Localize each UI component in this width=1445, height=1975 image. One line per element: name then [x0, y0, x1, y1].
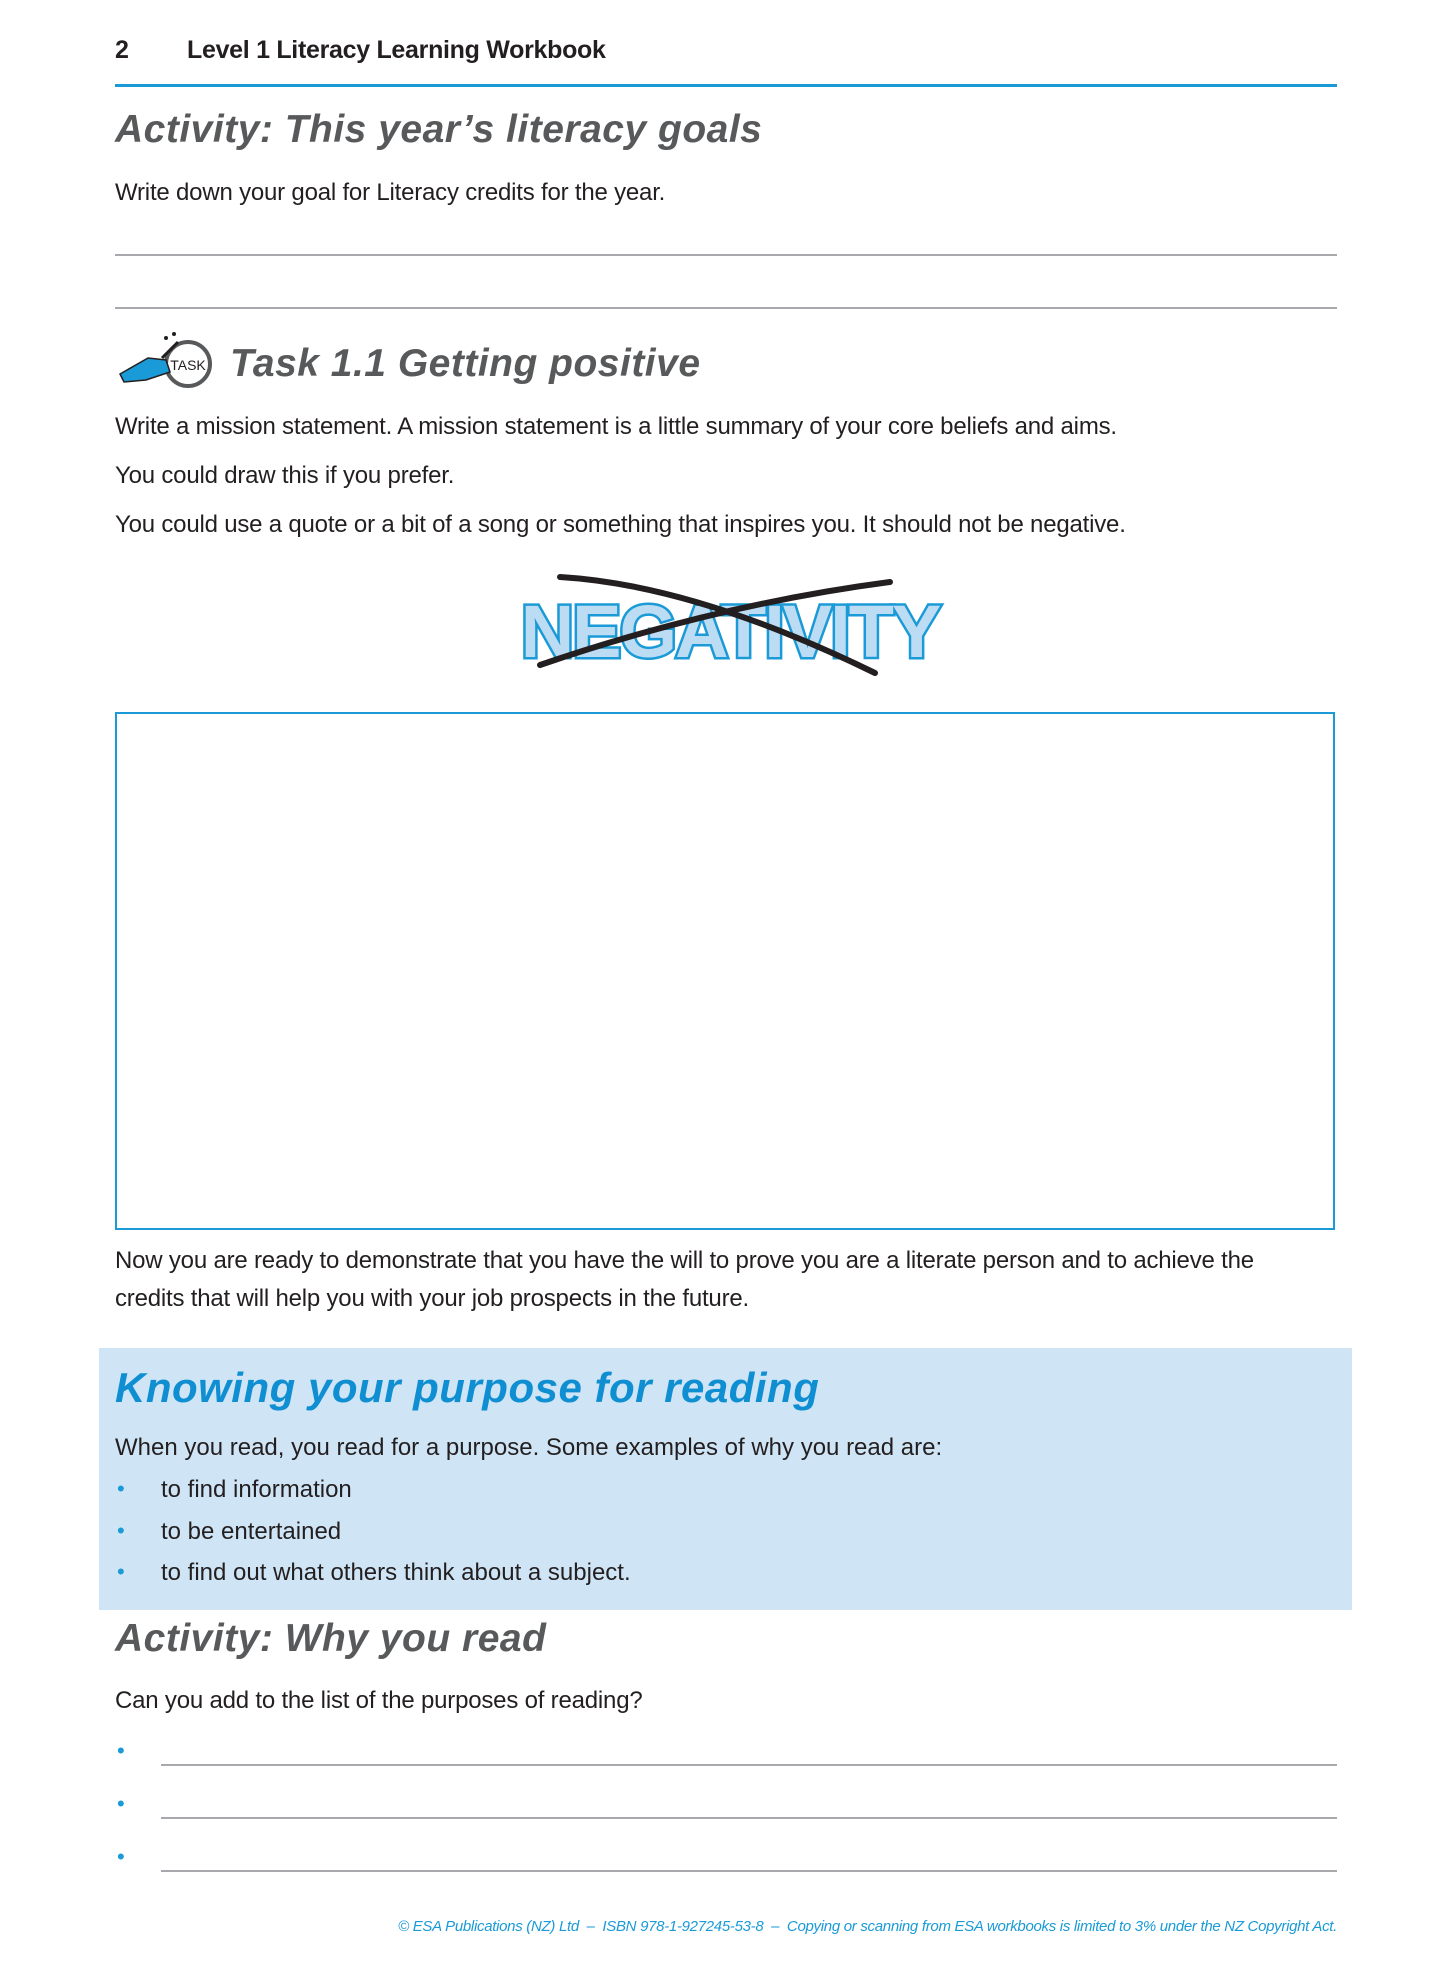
- task-line-2: You could draw this if you prefer.: [115, 462, 455, 489]
- activity-why-heading: Activity: Why you read: [115, 1617, 547, 1660]
- closing-text-2: credits that will help you with your job prospects in the future.: [115, 1285, 749, 1312]
- purpose-item: to find information: [161, 1476, 352, 1503]
- answer-line[interactable]: [161, 1817, 1337, 1819]
- task-line-3: You could use a quote or a bit of a song or something that inspires you. It should not be negative.: [115, 511, 1126, 538]
- bullet-icon: •: [117, 1476, 125, 1501]
- bullet-icon: •: [117, 1518, 125, 1543]
- task-icon: [118, 330, 218, 390]
- activity-goals-heading: Activity: This year’s literacy goals: [115, 108, 763, 151]
- closing-text-1: Now you are ready to demonstrate that you have the will to prove you are a literate person and to achieve the: [115, 1247, 1254, 1274]
- purpose-heading: Knowing your purpose for reading: [115, 1364, 820, 1411]
- negativity-word: NEGATIVITY: [520, 590, 940, 673]
- page-number: 2: [115, 36, 129, 64]
- goals-instruction: Write down your goal for Literacy credits for the year.: [115, 179, 666, 206]
- header-rule: [115, 84, 1337, 87]
- mission-statement-box[interactable]: [115, 712, 1335, 1230]
- purpose-panel: [99, 1348, 1352, 1610]
- bullet-icon: •: [117, 1738, 125, 1763]
- task-heading: Task 1.1 Getting positive: [230, 342, 701, 385]
- bullet-icon: •: [117, 1791, 125, 1816]
- book-title: Level 1 Literacy Learning Workbook: [187, 36, 606, 64]
- task-icon-label: TASK: [170, 357, 206, 373]
- task-line-1: Write a mission statement. A mission statement is a little summary of your core beliefs and aims.: [115, 413, 1117, 440]
- answer-line[interactable]: [161, 1764, 1337, 1766]
- bullet-icon: •: [117, 1844, 125, 1869]
- copyright-footer: © ESA Publications (NZ) Ltd – ISBN 978-1-927245-53-8 – Copying or scanning from ESA workbooks is limited to 3% under the NZ Copyright Act.: [398, 1918, 1337, 1935]
- running-header: [115, 36, 606, 65]
- answer-line[interactable]: [161, 1870, 1337, 1872]
- purpose-intro: When you read, you read for a purpose. Some examples of why you read are:: [115, 1434, 943, 1461]
- answer-line[interactable]: [115, 307, 1337, 309]
- purpose-item: to be entertained: [161, 1518, 342, 1545]
- purpose-item: to find out what others think about a subject.: [161, 1559, 631, 1586]
- negativity-crossed-out-graphic: [495, 565, 965, 680]
- bullet-icon: •: [117, 1559, 125, 1584]
- why-question: Can you add to the list of the purposes of reading?: [115, 1687, 643, 1714]
- answer-line[interactable]: [115, 254, 1337, 256]
